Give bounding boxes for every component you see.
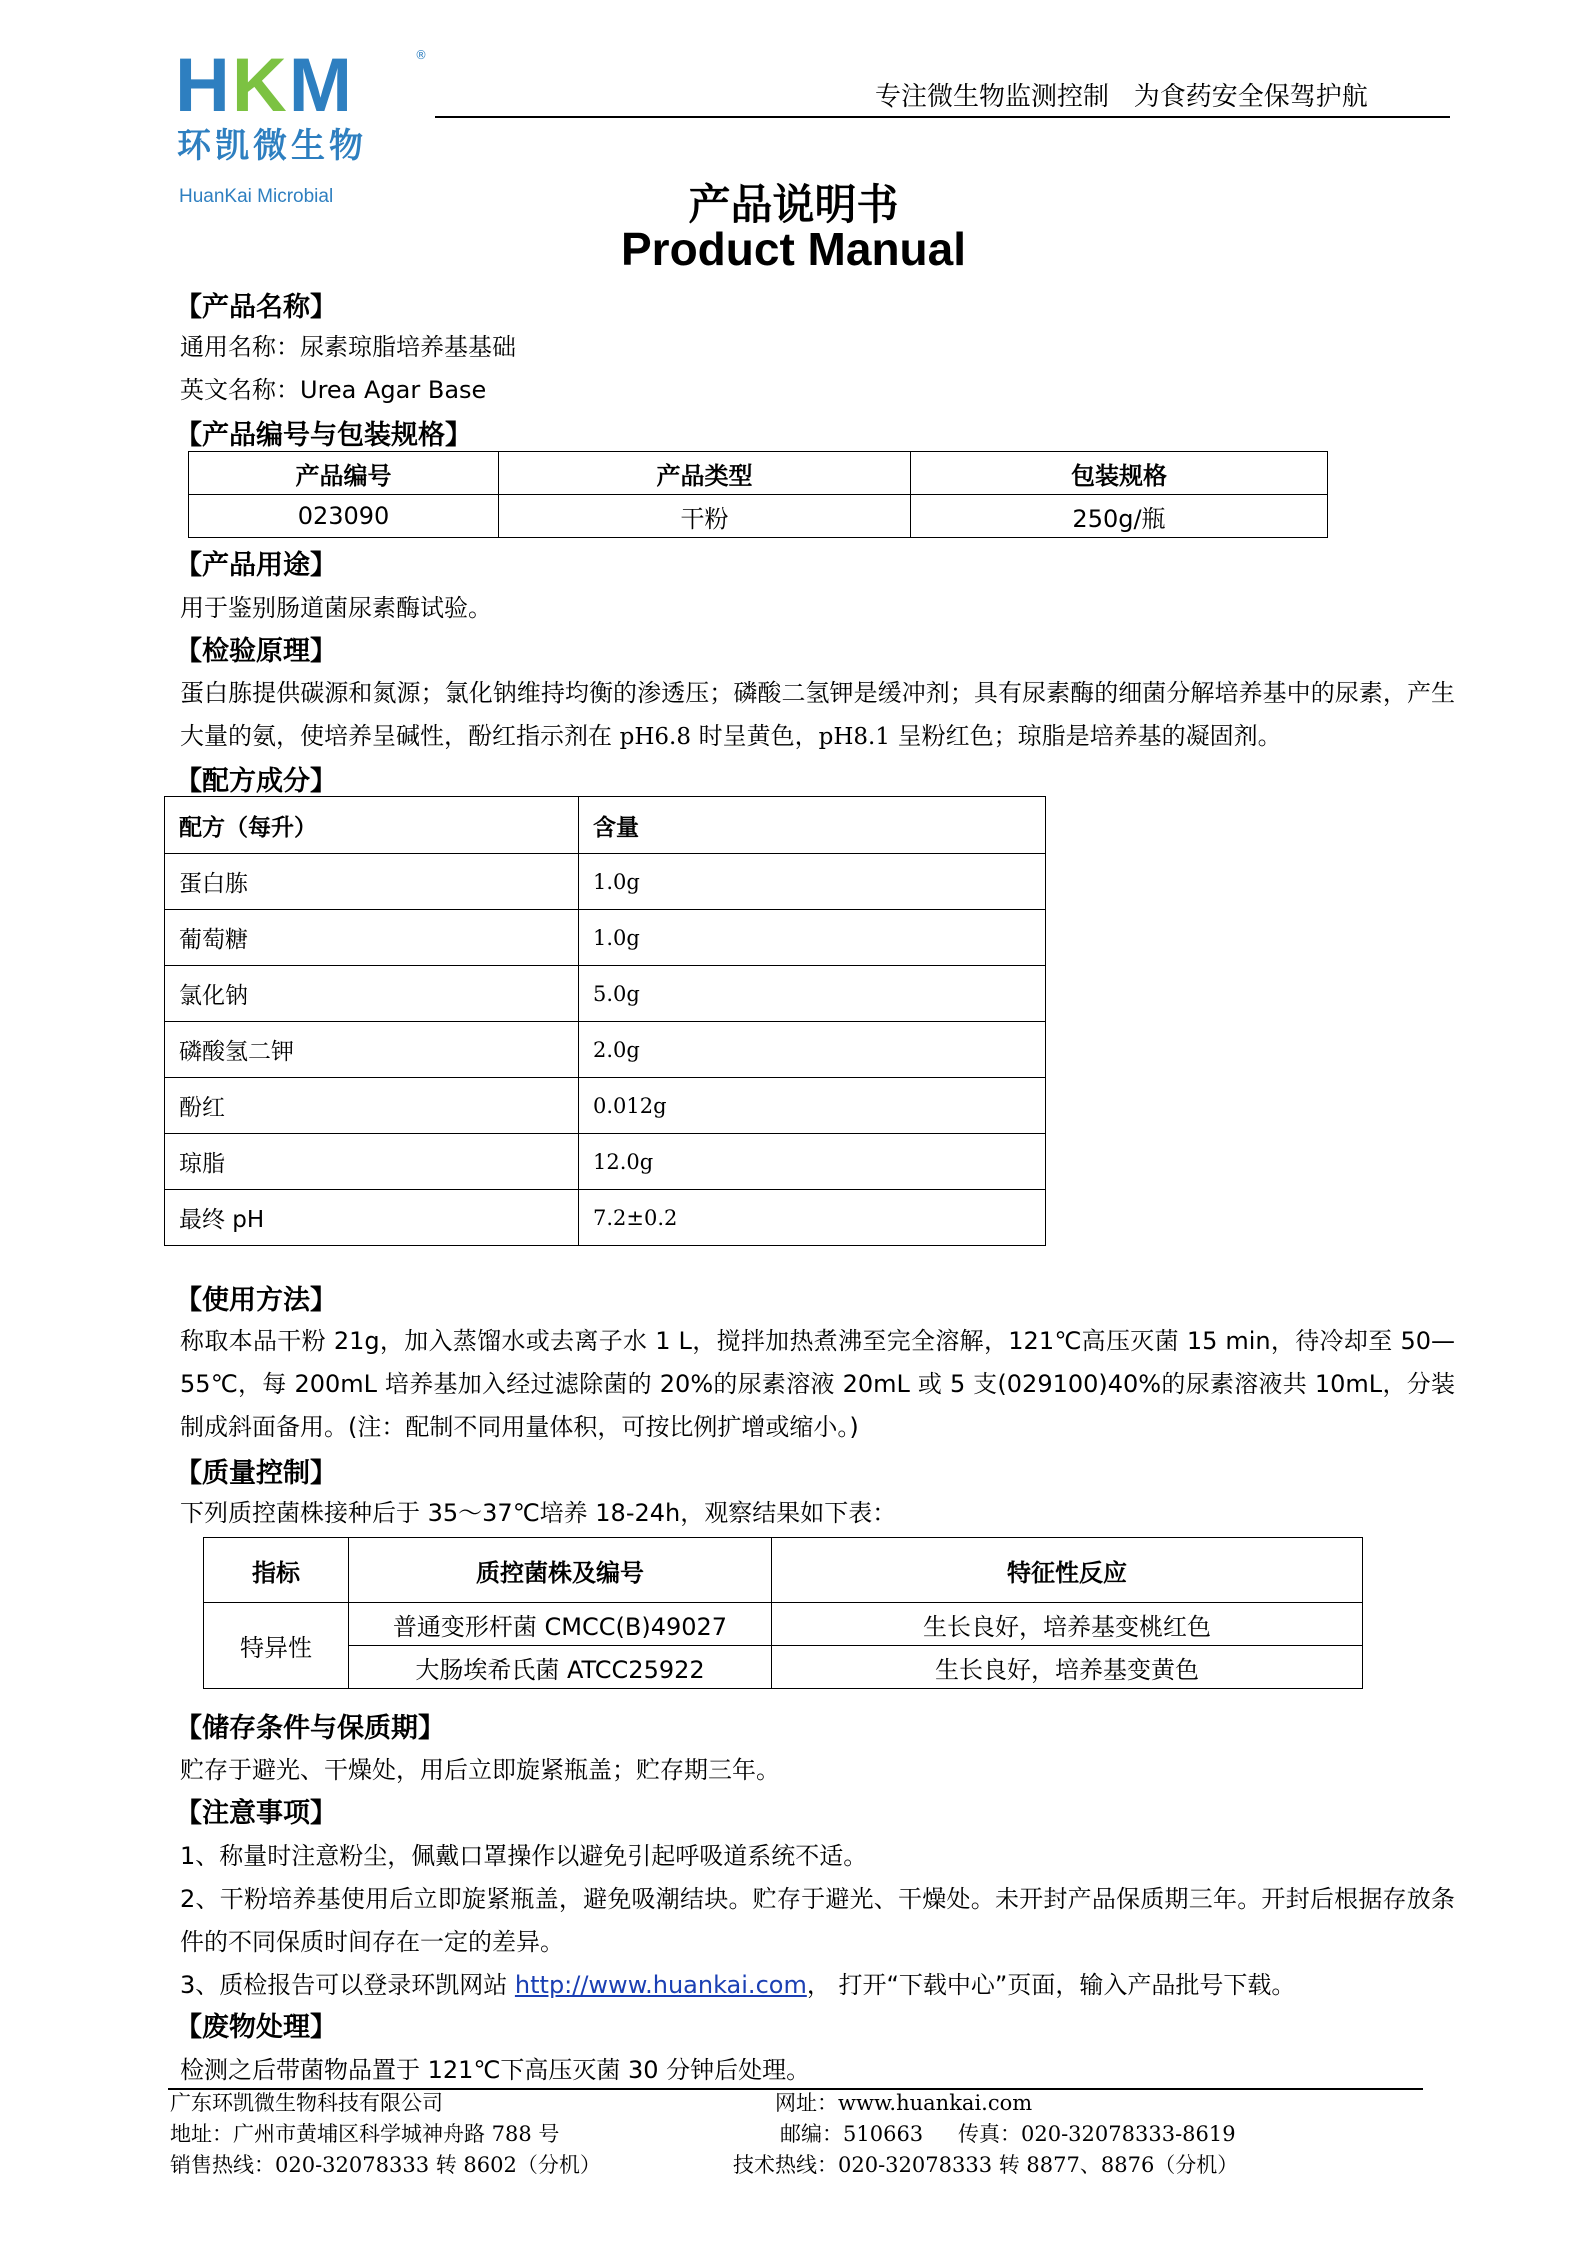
section-heading-notes: 【注意事项】 [175,1798,337,1829]
ingredient-name: 葡萄糖 [165,910,579,966]
generic-name: 通用名称：尿素琼脂培养基基础 [180,333,516,361]
qc-reaction: 生长良好，培养基变黄色 [772,1646,1363,1689]
section-heading-storage: 【储存条件与保质期】 [175,1713,445,1744]
section-heading-method: 【使用方法】 [175,1285,337,1316]
note-item-1: 1、称量时注意粉尘，佩戴口罩操作以避免引起呼吸道系统不适。 [180,1842,868,1870]
table-row [204,1646,1363,1689]
section-heading-usage: 【产品用途】 [175,550,337,581]
qc-indicator: 特异性 [204,1603,349,1689]
product-code: 023090 [189,495,499,538]
column-header: 包装规格 [911,452,1328,495]
column-header: 质控菌株及编号 [349,1538,772,1603]
ingredient-amount: 2.0g [579,1022,1046,1078]
page-title-en: Product Manual [620,223,967,275]
footer-company: 广东环凯微生物科技有限公司 [170,2091,443,2115]
qc-intro: 下列质控菌株接种后于 35～37℃培养 18-24h，观察结果如下表： [180,1499,897,1527]
registered-mark: ® [415,48,427,62]
packaging-table [188,451,1328,538]
ingredient-amount: 12.0g [579,1134,1046,1190]
huankai-website-link[interactable]: http://www.huankai.com [514,1971,807,1999]
qc-strain: 大肠埃希氏菌 ATCC25922 [349,1646,772,1689]
product-type: 干粉 [499,495,911,538]
ingredient-amount: 7.2±0.2 [579,1190,1046,1246]
company-logo [175,43,435,207]
table-row [165,1190,1046,1246]
english-name: 英文名称：Urea Agar Base [180,376,487,404]
section-heading-principle: 【检验原理】 [175,636,337,667]
column-header: 指标 [204,1538,349,1603]
header-slogan: 专注微生物监测控制 为食药安全保驾护航 [875,82,1368,112]
column-header: 含量 [579,797,1046,854]
ingredient-name: 琼脂 [165,1134,579,1190]
note-item-3: 3、质检报告可以登录环凯网站 http://www.huankai.com， 打开“下载中心”页面，输入产品批号下载。 [180,1971,1296,1999]
formula-table [164,796,1046,1246]
footer-tech-hotline: 技术热线：020-32078333 转 8877、8876（分机） [733,2153,1239,2177]
ingredient-amount: 1.0g [579,854,1046,910]
table-row [165,910,1046,966]
table-row [165,854,1046,910]
ingredient-amount: 1.0g [579,910,1046,966]
header-divider [435,116,1450,118]
column-header: 产品类型 [499,452,911,495]
footer-address: 地址：广州市黄埔区科学城神舟路 788 号 [170,2122,560,2146]
footer-website: 网址：www.huankai.com [775,2091,1033,2115]
logo-english-name: HuanKai Microbial [179,186,334,207]
qc-table [203,1537,1363,1689]
table-row [189,495,1328,538]
table-row [165,1078,1046,1134]
usage-text: 用于鉴别肠道菌尿素酶试验。 [180,594,492,622]
table-header-row [189,452,1328,495]
logo-mark: HKM [175,43,355,128]
footer-postcode: 邮编：510663 [780,2122,924,2146]
table-row [204,1603,1363,1646]
page-title-cn: 产品说明书 [688,180,899,229]
method-text: 称取本品干粉 21g，加入蒸馏水或去离子水 1 L，搅拌加热煮沸至完全溶解，121℃高压灭菌 15 min，待冷却至 50—55℃，每 200mL 培养基加入经过滤除菌的 20%的尿素溶液 20mL 或 5 支(029100)40%的尿素溶液共 10mL，分装制成斜面备用。(注：配制不同用量体积，可按比例扩增或缩小。) [180,1327,1455,1441]
column-header: 产品编号 [189,452,499,495]
column-header: 配方（每升） [165,797,579,854]
ingredient-amount: 5.0g [579,966,1046,1022]
ingredient-amount: 0.012g [579,1078,1046,1134]
note-item-2: 2、干粉培养基使用后立即旋紧瓶盖，避免吸潮结块。贮存于避光、干燥处。未开封产品保质期三年。开封后根据存放条件的不同保质时间存在一定的差异。 [180,1885,1455,1956]
ingredient-name: 酚红 [165,1078,579,1134]
waste-text: 检测之后带菌物品置于 121℃下高压灭菌 30 分钟后处理。 [180,2056,811,2084]
principle-text: 蛋白胨提供碳源和氮源；氯化钠维持均衡的渗透压；磷酸二氢钾是缓冲剂；具有尿素酶的细菌分解培养基中的尿素，产生大量的氨，使培养呈碱性，酚红指示剂在 pH6.8 时呈黄色，pH8.1 呈粉红色；琼脂是培养基的凝固剂。 [180,679,1455,750]
table-header-row [165,797,1046,854]
table-row [165,1134,1046,1190]
footer-sales-hotline: 销售热线：020-32078333 转 8602（分机） [170,2153,601,2177]
section-heading-qc: 【质量控制】 [175,1458,337,1489]
section-heading-packaging: 【产品编号与包装规格】 [175,420,472,451]
table-header-row [204,1538,1363,1603]
ingredient-name: 氯化钠 [165,966,579,1022]
footer-fax: 传真：020-32078333-8619 [958,2122,1236,2146]
section-heading-formula: 【配方成分】 [175,766,337,797]
qc-strain: 普通变形杆菌 CMCC(B)49027 [349,1603,772,1646]
ingredient-name: 蛋白胨 [165,854,579,910]
column-header: 特征性反应 [772,1538,1363,1603]
ingredient-name: 最终 pH [165,1190,579,1246]
ingredient-name: 磷酸氢二钾 [165,1022,579,1078]
qc-reaction: 生长良好，培养基变桃红色 [772,1603,1363,1646]
logo-chinese-name: 环凯微生物 [177,126,367,166]
section-heading-product-name: 【产品名称】 [175,292,337,323]
section-heading-waste: 【废物处理】 [175,2012,337,2043]
table-row [165,1022,1046,1078]
package-spec: 250g/瓶 [911,495,1328,538]
table-row [165,966,1046,1022]
storage-text: 贮存于避光、干燥处，用后立即旋紧瓶盖；贮存期三年。 [180,1756,780,1784]
